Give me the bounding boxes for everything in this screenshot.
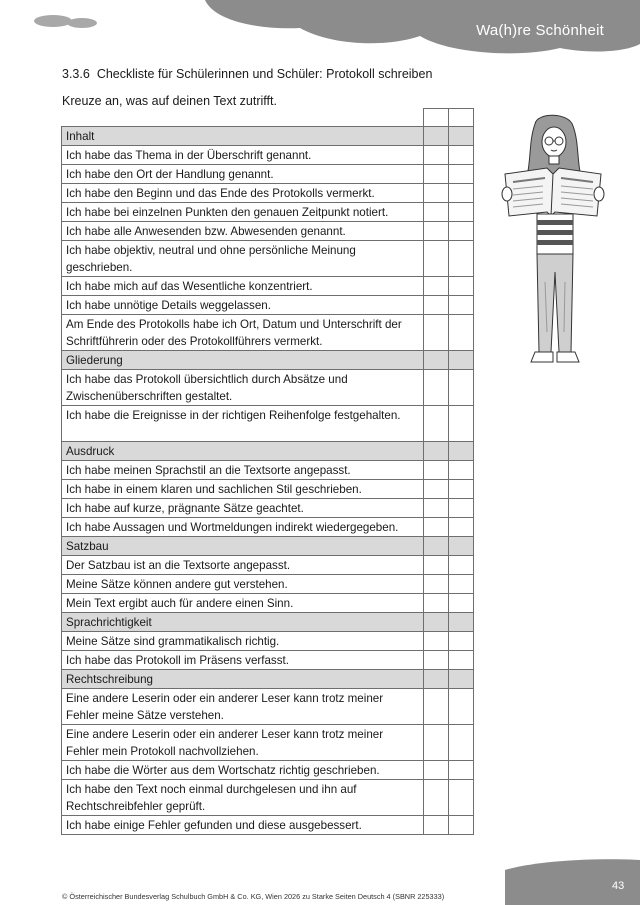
- checklist-item-text: Eine andere Leserin oder ein anderer Leser kann trotz meiner Fehler meine Sätze verstehen.: [62, 689, 424, 725]
- checklist-item-text: Am Ende des Protokolls habe ich Ort, Datum und Unterschrift der Schriftführerin oder des Protokollführers vermerkt.: [62, 315, 424, 351]
- checkbox-cell[interactable]: [424, 370, 449, 406]
- checkbox-cell[interactable]: [424, 461, 449, 480]
- checklist-row: [62, 651, 474, 670]
- checklist-row: [62, 315, 474, 351]
- checkbox-cell[interactable]: [449, 222, 474, 241]
- category-row-satzbau: [62, 537, 474, 556]
- checklist-table: [61, 108, 474, 835]
- category-label: Rechtschreibung: [62, 670, 424, 689]
- checkbox-cell[interactable]: [449, 480, 474, 499]
- copyright-text: © Österreichischer Bundesverlag Schulbuch GmbH & Co. KG, Wien 2026 zu Starke Seiten Deutsch 4 (SBNR 225333): [62, 892, 445, 901]
- checklist-row: [62, 761, 474, 780]
- checkbox-cell[interactable]: [449, 241, 474, 277]
- checkbox-cell[interactable]: [424, 184, 449, 203]
- checkbox-cell[interactable]: [449, 780, 474, 816]
- checklist-item-text: Eine andere Leserin oder ein anderer Leser kann trotz meiner Fehler mein Protokoll nachvollziehen.: [62, 725, 424, 761]
- checkbox-cell[interactable]: [449, 461, 474, 480]
- checkbox-cell[interactable]: [424, 518, 449, 537]
- checklist-row: [62, 632, 474, 651]
- checklist-item-text: Ich habe den Beginn und das Ende des Protokolls vermerkt.: [62, 184, 424, 203]
- category-row-gliederung: [62, 351, 474, 370]
- checklist-row: [62, 816, 474, 835]
- checklist-item-text: Meine Sätze können andere gut verstehen.: [62, 575, 424, 594]
- checkbox-cell[interactable]: [424, 780, 449, 816]
- section-heading: [62, 67, 432, 81]
- checklist-row: [62, 203, 474, 222]
- checkbox-cell[interactable]: [424, 725, 449, 761]
- checklist-item-text: Ich habe alle Anwesenden bzw. Abwesenden genannt.: [62, 222, 424, 241]
- checkbox-cell[interactable]: [449, 518, 474, 537]
- checklist-row: [62, 556, 474, 575]
- checklist-item-text: Meine Sätze sind grammatikalisch richtig.: [62, 632, 424, 651]
- category-row-inhalt: [62, 127, 474, 146]
- checkbox-cell[interactable]: [424, 816, 449, 835]
- section-title: Checkliste für Schülerinnen und Schüler: Protokoll schreiben: [96, 67, 433, 81]
- checkbox-cell[interactable]: [424, 499, 449, 518]
- checklist-row: [62, 575, 474, 594]
- checklist-item-text: Ich habe den Text noch einmal durchgelesen und ihn auf Rechtschreibfehler geprüft.: [62, 780, 424, 816]
- checklist-item-text: Ich habe die Ereignisse in der richtigen Reihenfolge festgehalten.: [62, 406, 424, 442]
- checklist-row: [62, 370, 474, 406]
- checklist-item-text: Ich habe meinen Sprachstil an die Textsorte angepasst.: [62, 461, 424, 480]
- checkbox-cell[interactable]: [424, 689, 449, 725]
- page-number: 43: [612, 880, 625, 892]
- checkbox-cell[interactable]: [449, 816, 474, 835]
- checklist-item-text: Ich habe mich auf das Wesentliche konzentriert.: [62, 277, 424, 296]
- checkbox-cell[interactable]: [449, 406, 474, 442]
- checkbox-cell[interactable]: [449, 556, 474, 575]
- category-row-sprachrichtigkeit: [62, 613, 474, 632]
- checkbox-cell[interactable]: [449, 203, 474, 222]
- checkbox-cell[interactable]: [449, 277, 474, 296]
- checklist-item-text: Ich habe bei einzelnen Punkten den genauen Zeitpunkt notiert.: [62, 203, 424, 222]
- checklist-row: [62, 277, 474, 296]
- checklist-row: [62, 241, 474, 277]
- checklist-row: [62, 165, 474, 184]
- checklist-row: [62, 689, 474, 725]
- checklist-header-row: [62, 109, 474, 127]
- checklist-row: [62, 480, 474, 499]
- checklist-row: [62, 594, 474, 613]
- checklist-item-text: Der Satzbau ist an die Textsorte angepasst.: [62, 556, 424, 575]
- checklist-row: [62, 499, 474, 518]
- checklist-item-text: Ich habe den Ort der Handlung genannt.: [62, 165, 424, 184]
- check-column-1-header: [424, 109, 449, 127]
- checkbox-cell[interactable]: [449, 632, 474, 651]
- instruction-text: Kreuze an, was auf deinen Text zutrifft.: [62, 94, 277, 108]
- checkbox-cell[interactable]: [424, 406, 449, 442]
- category-row-ausdruck: [62, 442, 474, 461]
- checkbox-cell[interactable]: [424, 203, 449, 222]
- checklist-item-text: Ich habe das Thema in der Überschrift genannt.: [62, 146, 424, 165]
- checkbox-cell[interactable]: [449, 725, 474, 761]
- category-label: Ausdruck: [62, 442, 424, 461]
- category-label: Inhalt: [62, 127, 424, 146]
- checkbox-cell[interactable]: [424, 222, 449, 241]
- category-label: Satzbau: [62, 537, 424, 556]
- checkbox-cell[interactable]: [449, 296, 474, 315]
- checklist-row: [62, 222, 474, 241]
- checkbox-cell[interactable]: [424, 594, 449, 613]
- checkbox-cell[interactable]: [424, 146, 449, 165]
- category-label: Sprachrichtigkeit: [62, 613, 424, 632]
- checklist-item-text: Ich habe objektiv, neutral und ohne persönliche Meinung geschrieben.: [62, 241, 424, 277]
- checklist-row: [62, 518, 474, 537]
- category-row-rechtschreibung: [62, 670, 474, 689]
- checklist-item-text: Ich habe das Protokoll übersichtlich durch Absätze und Zwischenüberschriften gestaltet.: [62, 370, 424, 406]
- checkbox-cell[interactable]: [449, 315, 474, 351]
- checkbox-cell[interactable]: [449, 370, 474, 406]
- checkbox-cell[interactable]: [449, 184, 474, 203]
- checklist-item-text: Ich habe auf kurze, prägnante Sätze geachtet.: [62, 499, 424, 518]
- checkbox-cell[interactable]: [424, 556, 449, 575]
- checklist-item-text: Mein Text ergibt auch für andere einen Sinn.: [62, 594, 424, 613]
- checklist-item-text: Ich habe die Wörter aus dem Wortschatz richtig geschrieben.: [62, 761, 424, 780]
- checkbox-cell[interactable]: [424, 277, 449, 296]
- checkbox-cell[interactable]: [424, 761, 449, 780]
- checkbox-cell[interactable]: [424, 315, 449, 351]
- checklist-item-text: Ich habe unnötige Details weggelassen.: [62, 296, 424, 315]
- checkbox-cell[interactable]: [449, 165, 474, 184]
- checkbox-cell[interactable]: [449, 651, 474, 670]
- checklist-row: [62, 146, 474, 165]
- section-number: 3.3.6: [62, 67, 90, 81]
- checklist-item-text: Ich habe einige Fehler gefunden und diese ausgebessert.: [62, 816, 424, 835]
- checkbox-cell[interactable]: [449, 575, 474, 594]
- checklist-row: [62, 780, 474, 816]
- checklist-item-text: Ich habe Aussagen und Wortmeldungen indirekt wiedergegeben.: [62, 518, 424, 537]
- checkbox-cell[interactable]: [424, 241, 449, 277]
- checkbox-cell[interactable]: [449, 689, 474, 725]
- checkbox-cell[interactable]: [424, 480, 449, 499]
- checkbox-cell[interactable]: [449, 499, 474, 518]
- checkbox-cell[interactable]: [424, 165, 449, 184]
- girl-reading-newspaper-icon: [497, 112, 609, 377]
- checklist-row: [62, 296, 474, 315]
- category-label: Gliederung: [62, 351, 424, 370]
- checkbox-cell[interactable]: [424, 296, 449, 315]
- checkbox-cell[interactable]: [424, 632, 449, 651]
- checklist-row: [62, 406, 474, 442]
- checkbox-cell[interactable]: [424, 651, 449, 670]
- check-column-2-header: [449, 109, 474, 127]
- page-header-title: Wa(h)re Schönheit: [476, 22, 604, 39]
- checklist-row: [62, 725, 474, 761]
- checklist-row: [62, 461, 474, 480]
- checkbox-cell[interactable]: [449, 594, 474, 613]
- checklist-row: [62, 184, 474, 203]
- checklist-item-text: Ich habe in einem klaren und sachlichen Stil geschrieben.: [62, 480, 424, 499]
- checkbox-cell[interactable]: [424, 575, 449, 594]
- checkbox-cell[interactable]: [449, 761, 474, 780]
- checkbox-cell[interactable]: [449, 146, 474, 165]
- checklist-item-text: Ich habe das Protokoll im Präsens verfasst.: [62, 651, 424, 670]
